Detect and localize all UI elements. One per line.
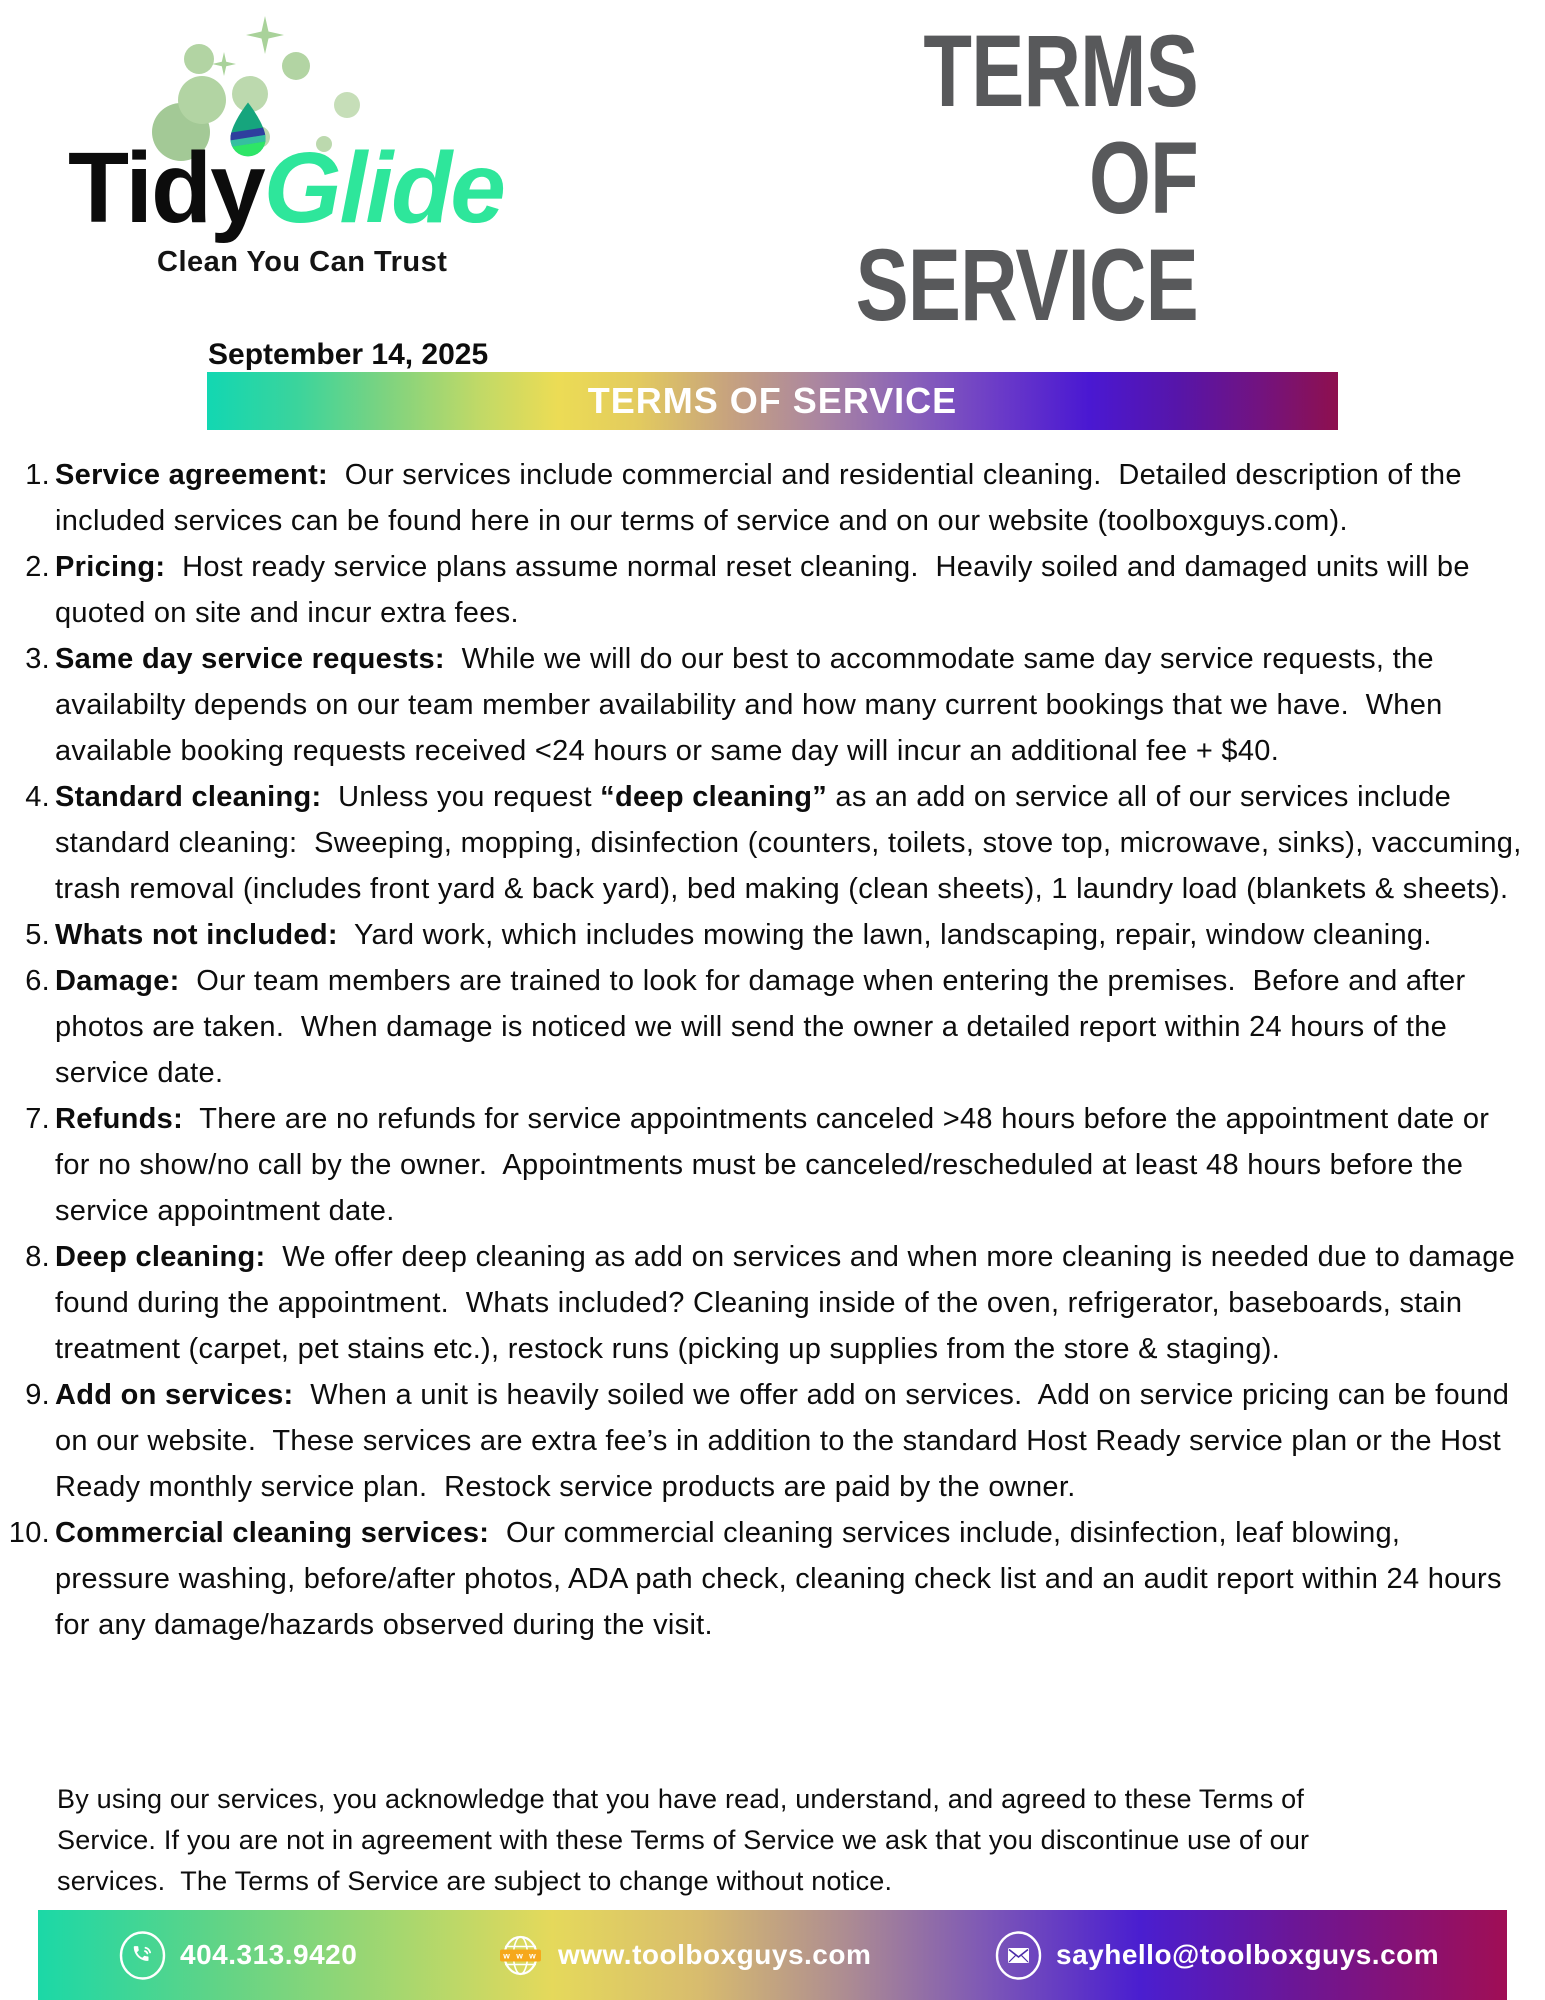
- svg-text:w w w: w w w: [503, 1950, 538, 1960]
- item-number: 6.: [25, 965, 50, 997]
- terms-item: [0, 912, 1523, 958]
- contact-email: [994, 1910, 1439, 2000]
- phone-number: 404.313.9420: [180, 1939, 358, 1970]
- logo-bubble: [184, 44, 214, 74]
- item-number: 1.: [25, 459, 50, 491]
- sparkle-icon: [212, 52, 236, 76]
- item-number: 10.: [8, 1517, 50, 1549]
- brand-word-tidy: Tidy: [68, 132, 264, 244]
- document-date: September 14, 2025: [208, 338, 489, 371]
- item-text: Damage: Our team members are trained to look for damage when entering the premises. Before and after photos are taken. When damage is noticed we will send the owner a detailed report within 24 hours of the service date.: [55, 965, 1474, 1089]
- item-text: Service agreement: Our services include commercial and residential cleaning. Detailed description of the included services can be found here in our terms of service and on our website (toolboxguys.com).: [55, 459, 1471, 537]
- item-text: Pricing: Host ready service plans assume normal reset cleaning. Heavily soiled and damaged units will be quoted on site and incur extra fees.: [55, 551, 1479, 629]
- brand-wordmark: [68, 132, 504, 244]
- page-title-line: SERVICE: [855, 228, 1198, 342]
- website-url: www.toolboxguys.com: [558, 1939, 872, 1970]
- terms-item: [0, 1234, 1523, 1372]
- brand-tagline: Clean You Can Trust: [157, 246, 448, 278]
- sparkle-icon: [246, 16, 284, 54]
- page-title-line: OF: [1089, 121, 1198, 235]
- terms-item: [0, 1372, 1523, 1510]
- item-number: 9.: [25, 1379, 50, 1411]
- closing-paragraph: By using our services, you acknowledge that you have read, understand, and agreed to these Terms of Service. If you are not in agreement with these Terms of Service we ask that you discontinue use of our services. The Terms of Service are subject to change without notice.: [57, 1784, 1317, 1896]
- logo-bubble: [282, 52, 310, 80]
- terms-item: [0, 1096, 1523, 1234]
- item-number: 8.: [25, 1241, 50, 1273]
- section-banner-title: TERMS OF SERVICE: [587, 380, 958, 421]
- contact-website: [496, 1910, 871, 2000]
- section-banner: [207, 372, 1338, 430]
- page-title: [855, 14, 1198, 342]
- contact-bar: [38, 1910, 1507, 2000]
- terms-list: [0, 452, 1530, 1648]
- item-text: Commercial cleaning services: Our commercial cleaning services include, disinfection, leaf blowing, pressure washing, before/after photos, ADA path check, cleaning check list and an audit report within 24 hours for any damage/hazards observed during the visit.: [55, 1517, 1511, 1641]
- item-text: Standard cleaning: Unless you request “deep cleaning” as an add on service all of our services include standard cleaning: Sweeping, mopping, disinfection (counters, toilets, stove top, microwave, sinks), vaccuming, trash removal (includes front yard & back yard), bed making (clean sheets), 1 laundry load (blankets & sheets).: [55, 781, 1530, 905]
- terms-item: [0, 774, 1530, 912]
- item-text: Same day service requests: While we will do our best to accommodate same day service requests, the availabilty depends on our team member availability and how many current bookings that we have. When available booking requests received <24 hours or same day will incur an additional fee + $40.: [55, 643, 1451, 767]
- page-title-line: TERMS: [923, 14, 1198, 128]
- item-text: Deep cleaning: We offer deep cleaning as add on services and when more cleaning is needed due to damage found during the appointment. Whats included? Cleaning inside of the oven, refrigerator, baseboards, stain treatment (carpet, pet stains etc.), restock runs (picking up supplies from the store & staging).: [55, 1241, 1524, 1365]
- item-number: 2.: [25, 551, 50, 583]
- contact-phone: [118, 1910, 357, 2000]
- item-text: Refunds: There are no refunds for service appointments canceled >48 hours before the appointment date or for no show/no call by the owner. Appointments must be canceled/rescheduled at least 48 hours before the service appointment date.: [55, 1103, 1498, 1227]
- item-text: Whats not included: Yard work, which includes mowing the lawn, landscaping, repair, window cleaning.: [55, 919, 1432, 951]
- terms-item: [0, 958, 1523, 1096]
- email-address: sayhello@toolboxguys.com: [1056, 1939, 1440, 1970]
- terms-item: [0, 1510, 1523, 1648]
- item-text: Add on services: When a unit is heavily soiled we offer add on services. Add on service pricing can be found on our website. These services are extra fee’s in addition to the standard Host Ready service plan or the Host Ready monthly service plan. Restock service products are paid by the owner.: [55, 1379, 1518, 1503]
- terms-item: [0, 452, 1523, 544]
- item-number: 5.: [25, 919, 50, 951]
- item-number: 7.: [25, 1103, 50, 1135]
- item-number: 3.: [25, 643, 50, 675]
- brand-word-glide: Glide: [263, 132, 504, 244]
- terms-item: [0, 544, 1523, 636]
- logo-bubble: [178, 76, 226, 124]
- globe-www-icon: [496, 1931, 545, 1980]
- item-number: 4.: [25, 781, 50, 813]
- envelope-icon: [994, 1931, 1043, 1980]
- terms-item: [0, 636, 1523, 774]
- logo-bubble: [334, 92, 360, 118]
- phone-icon: [118, 1931, 167, 1980]
